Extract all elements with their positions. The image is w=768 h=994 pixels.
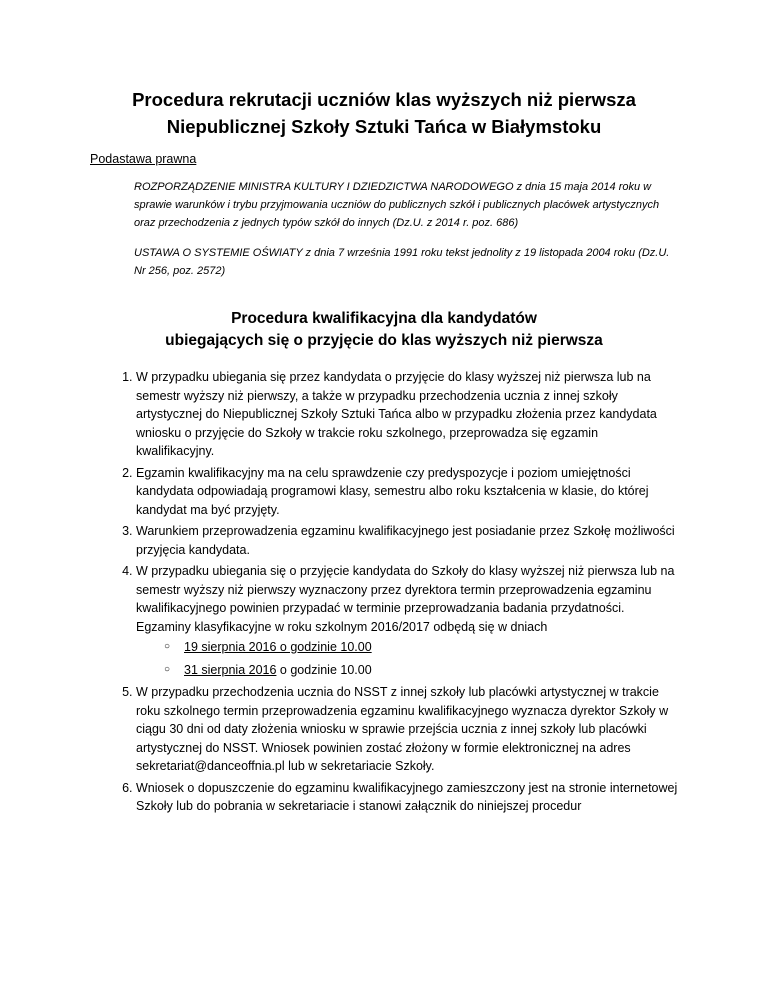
title-line-1: Procedura rekrutacji uczniów klas wyższych niż pierwsza — [132, 89, 636, 110]
step-text: 2. Egzamin kwalifikacyjny ma na celu sprawdzenie czy predyspozycje i poziom umiejętności kandydata odpowiadają programowi klasy, semestru albo roku kształcenia w klasie, do której kandydat ma być przyjęty. — [136, 465, 649, 517]
step-item — [136, 562, 678, 679]
legal-basis-heading: Podastawa prawna — [90, 152, 197, 166]
exam-date: 31 sierpnia 2016 — [184, 662, 277, 677]
exam-date: 19 sierpnia 2016 o godzinie 10.00 — [184, 640, 372, 654]
legal-basis-section — [90, 140, 678, 280]
title-line-2: Niepublicznej Szkoły Sztuki Tańca w Białymstoku — [166, 116, 602, 137]
step-text: 4. W przypadku ubiegania się o przyjęcie kandydata do Szkoły do klasy wyższej niż pierwsza lub na semestr wyższy niż pierwszy wyznaczony przez dyrektora termin przeprowadzenia egzaminu kwalifikacyjnego powinien przypadać w terminie przeprowadzania badania przydatności. — [136, 564, 675, 615]
circle-bullet-icon: ○ — [164, 663, 171, 675]
subtitle-line-2: ubiegających się o przyjęcie do klas wyższych niż pierwsza — [165, 332, 603, 349]
legal-basis-list — [134, 178, 678, 280]
exam-dates-list — [136, 638, 678, 679]
procedure-steps-list — [90, 368, 678, 816]
step-item — [136, 464, 678, 520]
exam-note: Egzaminy klasyfikacyjne w roku szkolnym 2016/2017 odbędą się w dniach — [136, 619, 548, 634]
circle-bullet-icon: ○ — [164, 641, 171, 652]
step-item — [136, 368, 678, 461]
step-item — [136, 779, 678, 816]
step-text: 6. Wniosek o dopuszczenie do egzaminu kwalifikacyjnego zamieszczony jest na stronie internetowej Szkoły lub do pobrania w sekretariacie i stanowi załącznik do niniejszej procedur — [136, 780, 678, 813]
subtitle-line-1: Procedura kwalifikacyjna dla kandydatów — [231, 310, 537, 327]
legal-basis-item-act: USTAWA O SYSTEMIE OŚWIATY z dnia 7 września 1991 roku tekst jednolity z 19 listopada 2004 roku (Dz.U. Nr 256, poz. 2572) — [134, 247, 670, 277]
legal-basis-item-regulation: ROZPORZĄDZENIE MINISTRA KULTURY I DZIEDZICTWA NARODOWEGO z dnia 15 maja 2014 roku w sprawie warunków i trybu przyjmowania uczniów do publicznych szkół i publicznych placówek artystycznych oraz przechodzenia z jednych typów szkół do innych (Dz.U. z 2014 r. poz. 686) — [134, 181, 660, 229]
step-item — [136, 683, 678, 776]
step-text: 3. Warunkiem przeprowadzenia egzaminu kwalifikacyjnego jest posiadanie przez Szkołę możliwości przyjęcia kandydata. — [136, 524, 675, 557]
step-text: 1. W przypadku ubiegania się przez kandydata o przyjęcie do klasy wyższej niż pierwsza lub na semestr wyższy niż pierwszy, a także w przypadku przechodzenia ucznia z innej szkoły artystycznej do Niepublicznej Szkoły Sztuki Tańca albo w przypadku złożenia przez kandydata wniosku o przyjęcie do Szkoły w trakcie roku szkolnego, przeprowadza się egzamin kwalifikacyjny. — [136, 370, 657, 458]
document-title — [90, 0, 678, 140]
step-item — [136, 522, 678, 559]
exam-date-item — [164, 638, 678, 657]
procedure-subtitle — [90, 308, 678, 352]
exam-date-item — [164, 661, 678, 680]
exam-date-rest: o godzinie 10.00 — [276, 662, 372, 677]
step-text: 5. W przypadku przechodzenia ucznia do NSST z innej szkoły lub placówki artystycznej w trakcie roku szkolnego termin przeprowadzenia egzaminu kwalifikacyjnego wyznacza dyrektor Szkoły w ciągu 30 dni od daty złożenia wniosku w sprawie przejścia ucznia z innej szkoły lub placówki artystycznej do NSST. Wniosek powinien zostać złożony w formie elektronicznej na adres sekretariat@danceoffnia.pl lub w sekretariacie Szkoły. — [136, 685, 669, 773]
